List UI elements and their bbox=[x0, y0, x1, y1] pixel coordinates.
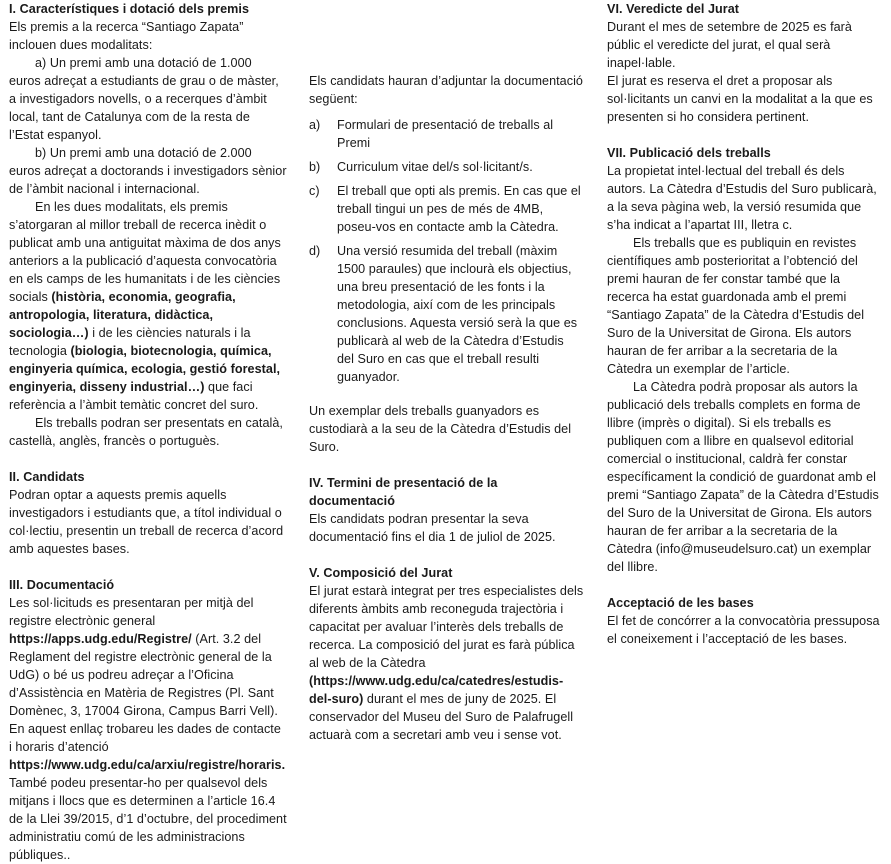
docs-item-marker: d) bbox=[309, 244, 321, 258]
section-title-deadline: IV. Termini de presentació de la documentació bbox=[309, 476, 498, 508]
section-title-characteristics: I. Característiques i dotació dels premis bbox=[9, 2, 250, 16]
documentation-paragraph bbox=[9, 594, 287, 864]
section-title-candidates: II. Candidats bbox=[9, 470, 85, 484]
docs-item-text: Una versió resumida del treball (màxim 1500 paraules) que inclourà els objectius, una breu presentació de les fonts i la metodologia, així com de les principals conclusions. Aquesta versió serà la que es publicarà al web de la Càtedra d’Estudis del Suro en cas que el treball resulti guanyador. bbox=[337, 244, 578, 384]
catedra-link[interactable]: (https://www.udg.edu/ca/catedres/estudis-del-suro) bbox=[309, 674, 564, 706]
docs-list-item bbox=[309, 116, 584, 152]
jury-paragraph bbox=[309, 582, 584, 744]
award-fields-paragraph bbox=[9, 198, 287, 414]
jury-text-2: durant el mes de juny de 2025. El conservador del Museu del Suro de Palafrugell actuarà com a secretari amb veu i sense vot. bbox=[309, 692, 574, 742]
documentation-text-3: També podeu presentar-ho per qualsevol dels mitjans i llocs que es determinen a l’article 16.4 de la Llei 39/2015, d’1 d’octubre, del procediment administratiu comú de les administracions públiques.. bbox=[9, 776, 287, 862]
sciences-list: (biologia, biotecnologia, química, enginyeria química, ecologia, gestió forestal, enginyeria, disseny industrial…) bbox=[9, 344, 281, 394]
schedule-link[interactable]: https://www.udg.edu/ca/arxiu/registre/horaris. bbox=[9, 758, 286, 772]
fields-text-pre: En les dues modalitats, els premis s’atorgaran al millor treball de recerca inèdit o publicat amb una antiguitat màxima de dos anys anteriors a la publicació d’aquesta convocatòria en els camps de les humanitats i de les ciències socials bbox=[9, 200, 281, 304]
section-title-documentation: III. Documentació bbox=[9, 578, 115, 592]
jury-text-1: El jurat estarà integrat per tres especialistes dels diferents àmbits amb reconeguda trajectòria i capacitat per avaluar l’interès dels treballs de recerca. La composició del jurat es farà pública al web de la Càtedra bbox=[309, 584, 584, 670]
humanities-list: (història, economia, geografia, antropologia, literatura, didàctica, sociologia…) bbox=[9, 290, 236, 340]
docs-item-text: Formulari de presentació de treballs al Premi bbox=[337, 118, 554, 150]
documentation-continuation-spacer bbox=[309, 0, 584, 72]
section-title-publication: VII. Publicació dels treballs bbox=[607, 146, 771, 160]
documentation-text-2: (Art. 3.2 del Reglament del registre electrònic general de la UdG) o bé us podreu adreçar a l’Oficina d’Assistència en Matèria de Registres (Pl. Sant Domènec, 3, 17004 Girona, Campus Barri Vell). En aquest enllaç trobareu les dades de contacte i horaris d’atenció bbox=[9, 632, 281, 754]
docs-list-item bbox=[309, 242, 584, 386]
docs-item-marker: b) bbox=[309, 160, 321, 174]
candidates-text: Podran optar a aquests premis aquells investigadors i estudiants que, a títol individual o col·lectiu, presentin un treball de recerca d’acord amb aquestes bases. bbox=[9, 488, 284, 556]
publication-text-2: Els treballs que es publiquin en revistes científiques amb posterioritat a l’obtenció del premi hauran de fer constar també que la recerca ha estat guardonada amb el premi “Santiago Zapata” de la Càtedra d’Estudis del Suro de la Universitat de Girona. Els autors hauran de fer arribar a la secretaria de la Càtedra un exemplar de l’article. bbox=[607, 236, 865, 376]
fields-text-mid: i de les ciències naturals i la tecnologia bbox=[9, 326, 251, 358]
docs-list-item bbox=[309, 182, 584, 236]
docs-item-text: El treball que opti als premis. En cas que el treball tingui un pes de més de 4MB, poseu-vos en contacte amb la Càtedra. bbox=[337, 184, 581, 234]
docs-item-marker: a) bbox=[309, 118, 321, 132]
fields-text-post: que faci referència a l’àmbit temàtic concret del suro. bbox=[9, 380, 259, 412]
languages-paragraph: Els treballs podran ser presentats en català, castellà, anglès, francès o portuguès. bbox=[9, 416, 283, 448]
registry-link[interactable]: https://apps.udg.edu/Registre/ bbox=[9, 632, 192, 646]
docs-item-marker: c) bbox=[309, 184, 320, 198]
publication-text-3: La Càtedra podrà proposar als autors la publicació dels treballs complets en forma de llibre (imprès o digital). Si els treballs es publiquen com a llibre en qualsevol editorial comercial o institucional, caldrà fer constar específicament la condició de guardonat amb el premi “Santiago Zapata” de la Càtedra d’Estudis del Suro de la Universitat de Girona. Els autors hauran de fer arribar a la secretaria de la Càtedra (info@museudelsuro.cat) un exemplar del llibre. bbox=[607, 380, 879, 574]
column-3 bbox=[607, 0, 882, 648]
deadline-text: Els candidats podran presentar la seva documentació fins el dia 1 de juliol de 2025. bbox=[309, 512, 556, 544]
acceptance-text: El fet de concórrer a la convocatòria pressuposa el coneixement i l’acceptació de les bases. bbox=[607, 614, 880, 646]
docs-list-item bbox=[309, 158, 584, 176]
column-2 bbox=[309, 0, 584, 744]
docs-item-text: Curriculum vitae del/s sol·licitant/s. bbox=[337, 160, 533, 174]
custody-text: Un exemplar dels treballs guanyadors es custodiarà a la seu de la Càtedra d’Estudis del Suro. bbox=[309, 404, 572, 454]
documentation-text-1: Les sol·licituds es presentaran per mitjà del registre electrònic general bbox=[9, 596, 254, 628]
characteristics-intro: Els premis a la recerca “Santiago Zapata” inclouen dues modalitats: bbox=[9, 20, 244, 52]
docs-list bbox=[309, 116, 584, 386]
section-title-verdict: VI. Veredicte del Jurat bbox=[607, 2, 740, 16]
section-title-acceptance: Acceptació de les bases bbox=[607, 596, 754, 610]
section-title-jury: V. Composició del Jurat bbox=[309, 566, 453, 580]
column-1 bbox=[9, 0, 287, 864]
publication-text-1: La propietat intel·lectual del treball és dels autors. La Càtedra d’Estudis del Suro publicarà, a la seva pàgina web, la versió resumida que s’ha indicat a l’apartat III, lletra c. bbox=[607, 164, 877, 232]
docs-intro: Els candidats hauran d’adjuntar la documentació següent: bbox=[309, 74, 583, 106]
verdict-text-1: Durant el mes de setembre de 2025 es farà públic el veredicte del jurat, el qual serà inapel·lable. bbox=[607, 20, 852, 70]
modality-b: b) Un premi amb una dotació de 2.000 euros adreçat a doctorands i investigadors sènior de l’àmbit nacional i internacional. bbox=[9, 146, 287, 196]
verdict-text-2: El jurat es reserva el dret a proposar als sol·licitants un canvi en la modalitat a la que es presenten si ho considera pertinent. bbox=[607, 74, 873, 124]
modality-a: a) Un premi amb una dotació de 1.000 euros adreçat a estudiants de grau o de màster, a investigadors novells, o a recerques d’àmbit local, tant de Catalunya com de la resta de l’Estat espanyol. bbox=[9, 56, 279, 142]
